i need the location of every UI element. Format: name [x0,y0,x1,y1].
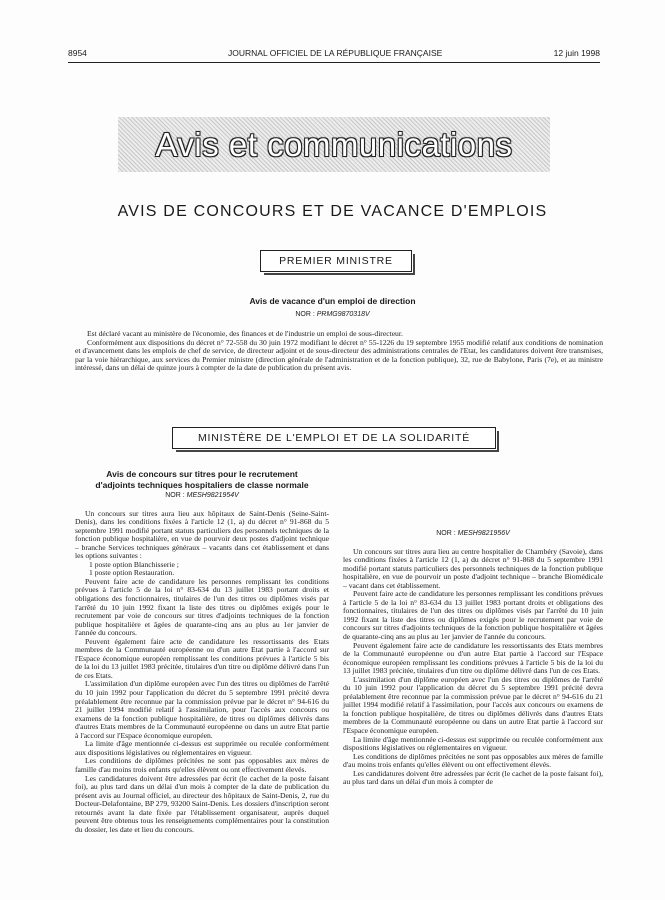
concours-article-title [75,469,329,490]
right-column [343,470,603,787]
nor-code: MESH9821954V [186,492,239,499]
nor-code: MESH9821956V [457,530,510,537]
section-heading: AVIS DE CONCOURS ET DE VACANCE D'EMPLOIS [117,203,548,220]
ministere-emploi-box: MINISTÈRE DE L'EMPLOI ET DE LA SOLIDARITÉ [172,427,496,449]
nor-label: NOR : [436,530,456,537]
vacancy-article-title: Avis de vacance d'un emploi de direction [249,296,416,306]
body-paragraph: Les conditions de diplômes précitées ne sont pas opposables aux mères de famille d'au moins trois enfants qu'elles élèvent ou ont effectivement élevés. [75,756,329,774]
concours-title-line-1: Avis de concours sur titres pour le recrutement [106,469,298,479]
body-paragraph: Peuvent également faire acte de candidature les ressortissants des Etats membres de la Communauté européenne ou d'un autre Etat partie à l'accord sur l'Espace économique européen remplissant les conditions prévues à l'article 5 bis de la loi du 13 juillet 1983 précitée, titulaires d'un titre ou diplôme délivré dans l'un de ces Etats. [75,636,329,680]
body-paragraph: La limite d'âge mentionnée ci-dessus est supprimée ou reculée conformément aux dispositions législatives ou réglementaires en vigueur. [75,739,329,757]
concours-nor [75,492,329,501]
body-paragraph: L'assimilation d'un diplôme européen avec l'un des titres ou diplômes de l'arrêté du 10 juin 1992 pour l'application du décret du 5 septembre 1991 précité devra préalablement être reconnue par la commission prévue par le décret n° 94-616 du 21 juillet 1994 modifié relatif à l'assimilation, pour l'accès aux concours ou examens de la fonction publique hospitalière, de titres ou diplômes délivrés dans d'autres Etats membres de la Communauté européenne ou dans un autre Etat partie à l'accord sur l'Espace économique européen. [343,674,603,736]
nor-label: NOR : [295,311,315,318]
chambery-nor [343,530,603,539]
body-paragraph: La limite d'âge mentionnée ci-dessus est supprimée ou reculée conformément aux dispositions législatives ou réglementaires en vigueur. [343,734,603,753]
body-paragraph: Peuvent également faire acte de candidature les ressortissants des Etats membres de la Communauté européenne ou d'un autre Etat partie à l'accord sur l'Espace économique européen remplissant les conditions prévues à l'article 5 bis de la loi du 13 juillet 1983 précitée, titulaires d'un titre ou diplôme délivré dans l'un de ces Etats. [343,640,603,676]
body-paragraph: Peuvent faire acte de candidature les personnes remplissant les conditions prévues à l'article 5 de la loi n° 83-634 du 13 juillet 1983 portant droits et obligations des fonctionnaires, titulaires de l'un des titres ou diplômes visés par l'arrêté du 10 juin 1992 fixant la liste des titres ou diplômes exigés pour le recrutement par voie de concours sur titres d'adjoints techniques de la fonction publique hospitalière et âgées de quarante-cinq ans au plus au 1er janvier de l'année du concours. [75,576,329,638]
section-banner [118,117,550,172]
left-column [75,470,329,834]
vacancy-paragraph: Conformément aux dispositions du décret n° 72-558 du 30 juin 1972 modifiant le décret n° 55-1226 du 19 septembre 1955 modifié relatif aux conditions de nomination et d'avancement dans les emplois de chef de service, de directeur adjoint et de sous-directeur des administrations centrales de l'Etat, les candidatures doivent être transmises, par la voie hiérarchique, aux services du Premier ministre (direction générale de l'administration et de la fonction publique), 32, rue de Babylone, Paris (7e), et au ministre intéressé, dans un délai de quinze jours à compter de la date de publication du présent avis. [75,337,603,372]
concours-title-line-2: d'adjoints techniques hospitaliers de classe normale [95,479,309,490]
body-paragraph: Les candidatures doivent être adressées par écrit (le cachet de la poste faisant foi), au plus tard dans un délai d'un mois à compter de [343,768,603,787]
body-paragraph: L'assimilation d'un diplôme européen avec l'un des titres ou diplômes de l'arrêté du 10 juin 1992 pour l'application du décret du 5 septembre 1991 précité devra préalablement être reconnue par la commission prévue par le décret n° 94-616 du 21 juillet 1994 modifié relatif à l'assimilation, pour l'accès aux concours ou examens de la fonction publique hospitalière, de titres ou diplômes délivrés dans d'autres Etats membres de la Communauté européenne ou dans un autre Etat partie à l'accord sur l'Espace économique européen. [75,679,329,740]
option-item: 1 poste option Restauration. [89,568,175,578]
header-rule [68,62,600,63]
page-number: 8954 [68,48,87,58]
body-paragraph: Un concours sur titres aura lieu au centre hospitalier de Chambéry (Savoie), dans les conditions fixées à l'article 12 (1, a) du décret n° 91-868 du 5 septembre 1991 modifié portant statuts particuliers des personnels techniques de la fonction publique hospitalière, en vue de pourvoir un poste d'adjoint technique – branche Biomédicale – vacant dans cet établissement. [343,546,603,590]
vacancy-paragraph: Est déclaré vacant au ministère de l'économie, des finances et de l'industrie un emploi de sous-directeur. [87,329,403,338]
body-paragraph: Les conditions de diplômes précitées ne sont pas opposables aux mères de famille d'au moins trois enfants qu'elles élèvent ou ont effectivement élevés. [343,751,603,770]
body-paragraph: Un concours sur titres aura lieu aux hôpitaux de Saint-Denis (Seine-Saint-Denis), dans les conditions fixées à l'article 12 (1, a) du décret n° 91-868 du 5 septembre 1991 modifié portant statuts particuliers des personnels techniques de la fonction publique hospitalière, en vue de pourvoir deux postes d'adjoint technique – branche Services techniques généraux – vacants dans cet établissement et dans les options suivantes : [75,508,329,561]
column-continuation-space [343,470,603,530]
banner-title: Avis et communications [155,125,513,163]
journal-title: JOURNAL OFFICIEL DE LA RÉPUBLIQUE FRANÇAISE [228,48,443,58]
nor-label: NOR : [165,492,185,499]
option-item: 1 poste option Blanchisserie ; [89,559,179,569]
body-paragraph: Les candidatures doivent être adressées par écrit (le cachet de la poste faisant foi), au plus tard dans un délai d'un mois à compter de la date de publication du présent avis au Journal officiel, au directeur des hôpitaux de Saint-Denis, 2, rue du Docteur-Delafontaine, BP 279, 93200 Saint-Denis. Les dossiers d'inscription seront retournés avant la date fixée par l'établissement organisateur, auprès duquel peuvent être obtenus tous les renseignements complémentaires pour la constitution du dossier, les date et lieu du concours. [75,773,329,834]
body-paragraph: Peuvent faire acte de candidature les personnes remplissant les conditions prévues à l'article 5 de la loi n° 83-634 du 13 juillet 1983 portant droits et obligations des fonctionnaires, titulaires de l'un des titres ou diplômes visés par l'arrêté du 10 juin 1992 fixant la liste des titres ou diplômes exigés pour le recrutement par voie de concours sur titres d'adjoints techniques de la fonction publique hospitalière et âgées de quarante-cinq ans au plus au 1er janvier de l'année du concours. [343,589,603,642]
nor-code: PRMG9870318V [316,311,370,318]
page-header [68,48,600,62]
issue-date: 12 juin 1998 [553,48,600,58]
vacancy-body [75,330,603,373]
premier-ministre-box: PREMIER MINISTRE [260,250,412,272]
vacancy-nor [120,311,545,318]
